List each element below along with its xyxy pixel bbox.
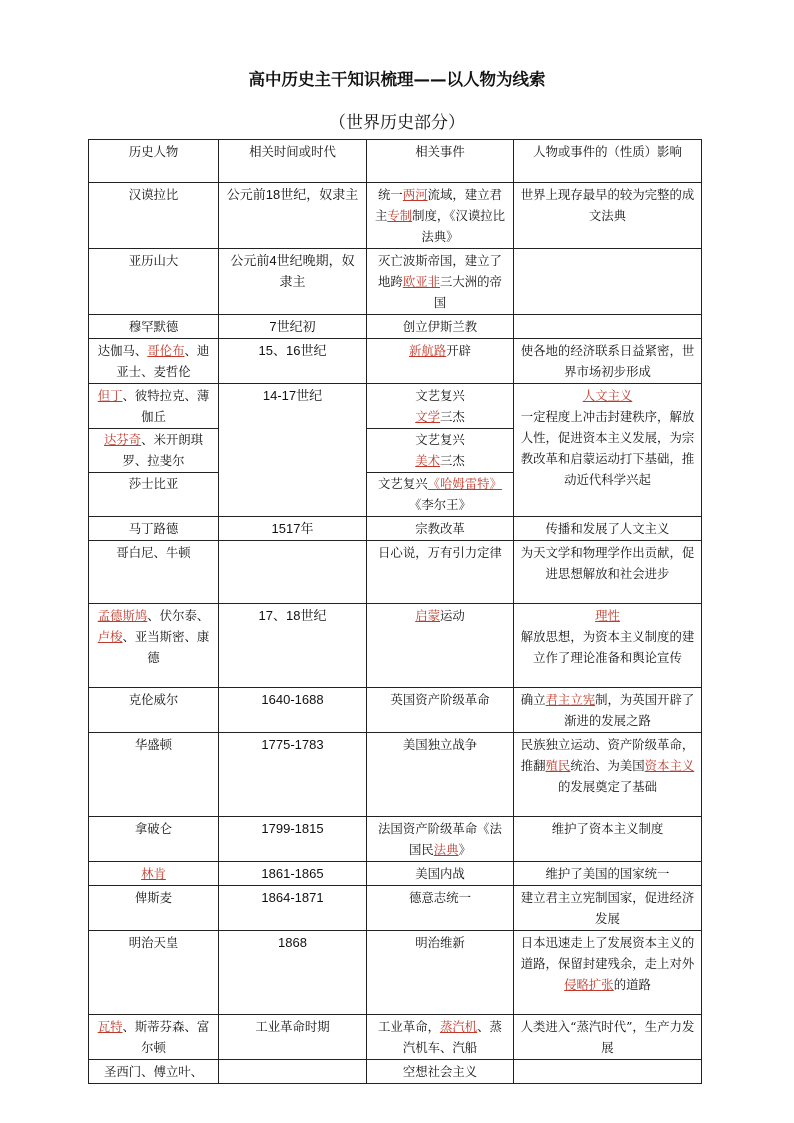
cell-impact: 确立君主立宪制，为英国开辟了渐进的发展之路 <box>514 688 702 733</box>
table-row <box>89 886 702 931</box>
cell-impact: 传播和发展了人文主义 <box>514 517 702 541</box>
header-impact: 人物或事件的（性质）影响 <box>514 140 702 183</box>
cell-time: 1868 <box>219 931 367 1015</box>
cell-time: 1640-1688 <box>219 688 367 733</box>
cell-person: 俾斯麦 <box>89 886 219 931</box>
page-subtitle: （世界历史部分） <box>329 113 465 133</box>
event-group: 文艺复兴 文学三杰 <box>415 388 465 424</box>
table-row <box>89 541 702 604</box>
cell-time: 1517年 <box>219 517 367 541</box>
cell-event: 统一两河流域，建立君主专制制度，《汉谟拉比法典》 <box>367 183 514 249</box>
table-row <box>89 339 702 384</box>
table-row <box>89 1015 702 1060</box>
cell-event: 工业革命，蒸汽机、蒸汽机车、汽船 <box>367 1015 514 1060</box>
cell-event: 创立伊斯兰教 <box>367 315 514 339</box>
person-group: 莎士比亚 <box>89 472 218 494</box>
cell-impact <box>514 1060 702 1084</box>
history-figures-table <box>88 139 702 1084</box>
header-person: 历史人物 <box>89 140 219 183</box>
cell-time <box>219 541 367 604</box>
cell-person: 孟德斯鸠、伏尔泰、卢梭、亚当斯密、康德 <box>89 604 219 688</box>
cell-time: 7世纪初 <box>219 315 367 339</box>
cell-person: 瓦特、斯蒂芬森、富尔顿 <box>89 1015 219 1060</box>
table-row <box>89 688 702 733</box>
cell-event: 明治维新 <box>367 931 514 1015</box>
cell-event <box>367 384 514 517</box>
cell-person <box>89 384 219 517</box>
table-row <box>89 315 702 339</box>
cell-impact: 为天文学和物理学作出贡献，促进思想解放和社会进步 <box>514 541 702 604</box>
person-group: 但丁、彼特拉克、薄伽丘 <box>97 388 210 424</box>
cell-impact: 日本迅速走上了发展资本主义的道路，保留封建残余，走上对外侵略扩张的道路 <box>514 931 702 1015</box>
cell-time: 1864-1871 <box>219 886 367 931</box>
cell-impact <box>514 315 702 339</box>
cell-person: 林肯 <box>89 862 219 886</box>
table-row <box>89 1060 702 1084</box>
header-event: 相关事件 <box>367 140 514 183</box>
cell-event: 灭亡波斯帝国，建立了地跨欧亚非三大洲的帝国 <box>367 249 514 315</box>
table-header-row <box>89 140 702 183</box>
table-row <box>89 183 702 249</box>
cell-event: 日心说，万有引力定律 <box>367 541 514 604</box>
event-group: 文艺复兴《哈姆雷特》《李尔王》 <box>367 472 513 515</box>
table-row <box>89 817 702 862</box>
cell-impact: 理性 解放思想，为资本主义制度的建立作了理论准备和舆论宣传 <box>514 604 702 688</box>
cell-impact: 建立君主立宪制国家，促进经济发展 <box>514 886 702 931</box>
table-row <box>89 249 702 315</box>
header-time: 相关时间或时代 <box>219 140 367 183</box>
person-group: 达芬奇、米开朗琪罗、拉斐尔 <box>89 428 218 471</box>
table-row <box>89 604 702 688</box>
cell-time: 公元前18世纪，奴隶主 <box>219 183 367 249</box>
cell-impact: 民族独立运动、资产阶级革命，推翻殖民统治、为美国资本主义的发展奠定了基础 <box>514 733 702 817</box>
cell-event: 启蒙运动 <box>367 604 514 688</box>
cell-person: 哥白尼、牛顿 <box>89 541 219 604</box>
cell-time: 14-17世纪 <box>219 384 367 517</box>
table-row <box>89 862 702 886</box>
cell-impact: 维护了美国的国家统一 <box>514 862 702 886</box>
cell-person: 明治天皇 <box>89 931 219 1015</box>
cell-event: 空想社会主义 <box>367 1060 514 1084</box>
cell-time: 17、18世纪 <box>219 604 367 688</box>
cell-person: 达伽马、哥伦布、迪亚士、麦哲伦 <box>89 339 219 384</box>
table-row <box>89 733 702 817</box>
cell-person: 马丁路德 <box>89 517 219 541</box>
cell-person: 拿破仑 <box>89 817 219 862</box>
cell-time: 1775-1783 <box>219 733 367 817</box>
cell-time: 15、16世纪 <box>219 339 367 384</box>
cell-impact: 人类进入“蒸汽时代”，生产力发展 <box>514 1015 702 1060</box>
table-row <box>89 931 702 1015</box>
cell-time: 公元前4世纪晚期，奴隶主 <box>219 249 367 315</box>
cell-impact <box>514 249 702 315</box>
cell-event: 德意志统一 <box>367 886 514 931</box>
page-title: 高中历史主干知识梳理——以人物为线索 <box>248 70 546 89</box>
cell-impact: 人文主义 一定程度上冲击封建秩序，解放人性，促进资本主义发展，为宗教改革和启蒙运动打下基础，推动近代科学兴起 <box>514 384 702 517</box>
event-group: 文艺复兴 美术三杰 <box>367 428 513 471</box>
cell-person: 穆罕默德 <box>89 315 219 339</box>
table-row <box>89 517 702 541</box>
cell-event: 宗教改革 <box>367 517 514 541</box>
cell-impact: 使各地的经济联系日益紧密，世界市场初步形成 <box>514 339 702 384</box>
cell-event: 英国资产阶级革命 <box>367 688 514 733</box>
cell-person: 圣西门、傅立叶、 <box>89 1060 219 1084</box>
cell-time <box>219 1060 367 1084</box>
cell-person: 华盛顿 <box>89 733 219 817</box>
cell-time: 1799-1815 <box>219 817 367 862</box>
cell-person: 克伦威尔 <box>89 688 219 733</box>
cell-impact: 维护了资本主义制度 <box>514 817 702 862</box>
cell-event: 新航路开辟 <box>367 339 514 384</box>
cell-event: 法国资产阶级革命《法国民法典》 <box>367 817 514 862</box>
cell-impact: 世界上现存最早的较为完整的成文法典 <box>514 183 702 249</box>
cell-event: 美国独立战争 <box>367 733 514 817</box>
cell-person: 亚历山大 <box>89 249 219 315</box>
cell-event: 美国内战 <box>367 862 514 886</box>
table-row <box>89 384 702 517</box>
cell-time: 工业革命时期 <box>219 1015 367 1060</box>
cell-time: 1861-1865 <box>219 862 367 886</box>
cell-person: 汉谟拉比 <box>89 183 219 249</box>
